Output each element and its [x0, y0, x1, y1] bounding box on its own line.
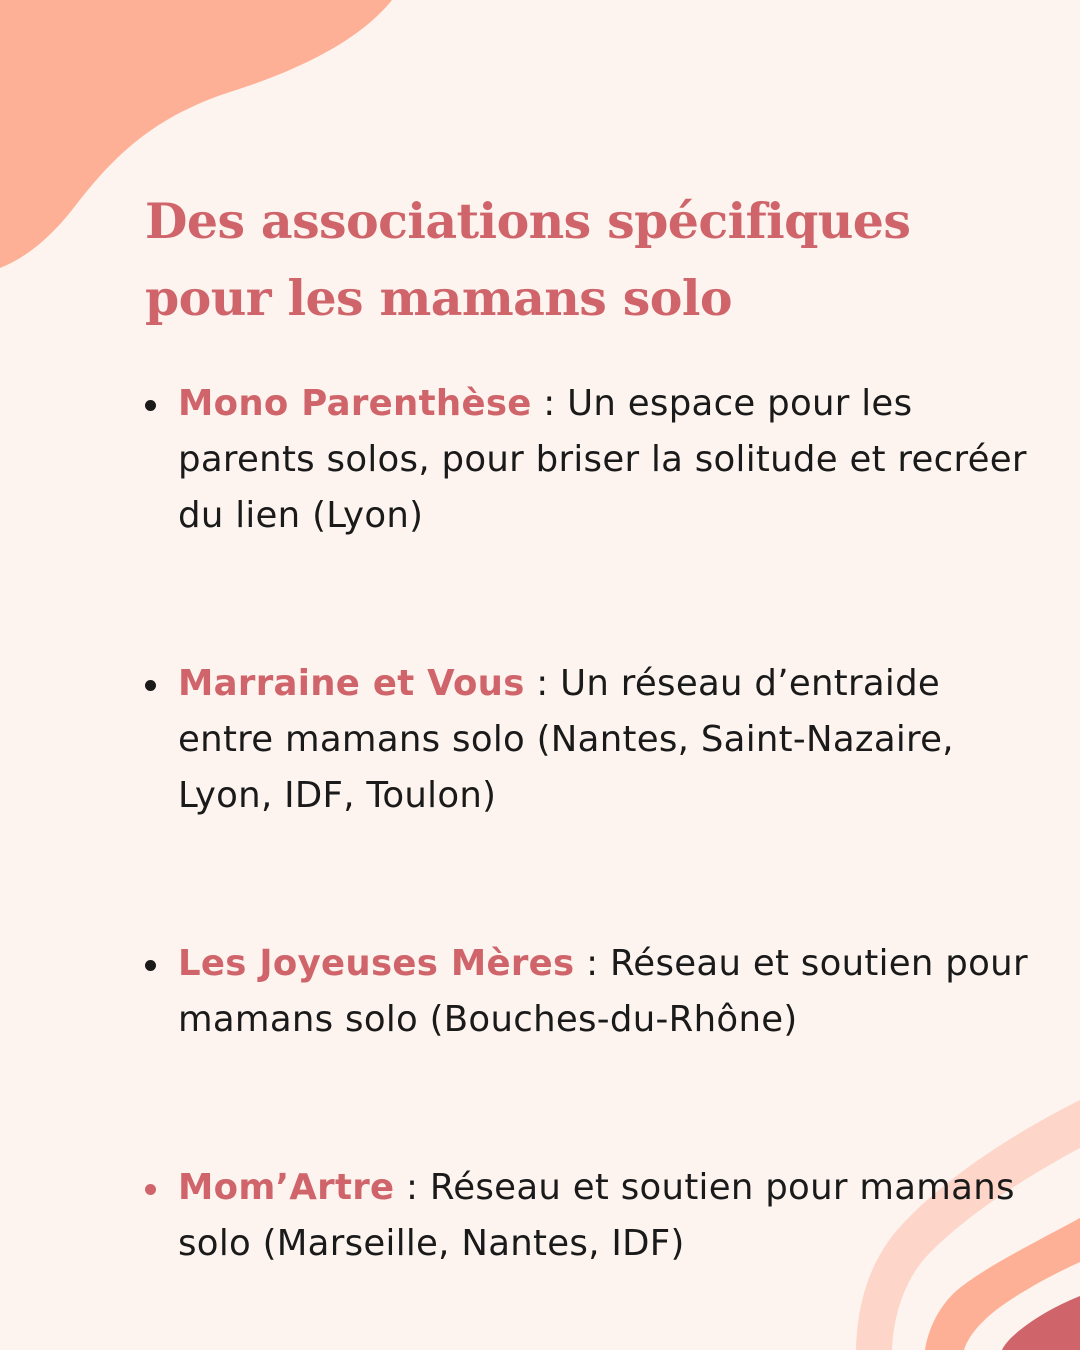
separator: : — [531, 383, 568, 424]
bullet-dot — [145, 960, 156, 971]
association-description: Réseau et soutien pour mamans solo (Marseille, Nantes, IDF) — [178, 1167, 1015, 1264]
association-name: Les Joyeuses Mères — [178, 943, 575, 984]
separator: : — [574, 943, 610, 984]
list-item-marraine-et-vous — [178, 656, 1028, 824]
list-item-mom-artre — [178, 1160, 1028, 1272]
bullet-dot — [145, 1184, 156, 1195]
title-line-1: Des associations spécifiques — [145, 192, 911, 250]
association-name: Marraine et Vous — [178, 663, 525, 704]
bullet-dot — [145, 680, 156, 691]
association-description: Un espace pour les parents solos, pour briser la solitude et recréer du lien (Lyon) — [178, 383, 1027, 536]
list-item-les-joyeuses-meres — [178, 936, 1028, 1048]
title-line-2: pour les mamans solo — [145, 269, 732, 327]
association-description: Réseau et soutien pour mamans solo (Bouches-du-Rhône) — [178, 943, 1028, 1040]
page-title — [145, 183, 1025, 337]
separator: : — [524, 663, 561, 704]
separator: : — [394, 1167, 430, 1208]
list-item-mono-parenthese — [178, 376, 1028, 544]
bullet-dot — [145, 400, 156, 411]
association-name: Mono Parenthèse — [178, 383, 532, 424]
associations-list — [178, 376, 1028, 1272]
association-name: Mom’Artre — [178, 1167, 395, 1208]
association-description: Un réseau d’entraide entre mamans solo (Nantes, Saint-Nazaire, Lyon, IDF, Toulon) — [178, 663, 954, 816]
